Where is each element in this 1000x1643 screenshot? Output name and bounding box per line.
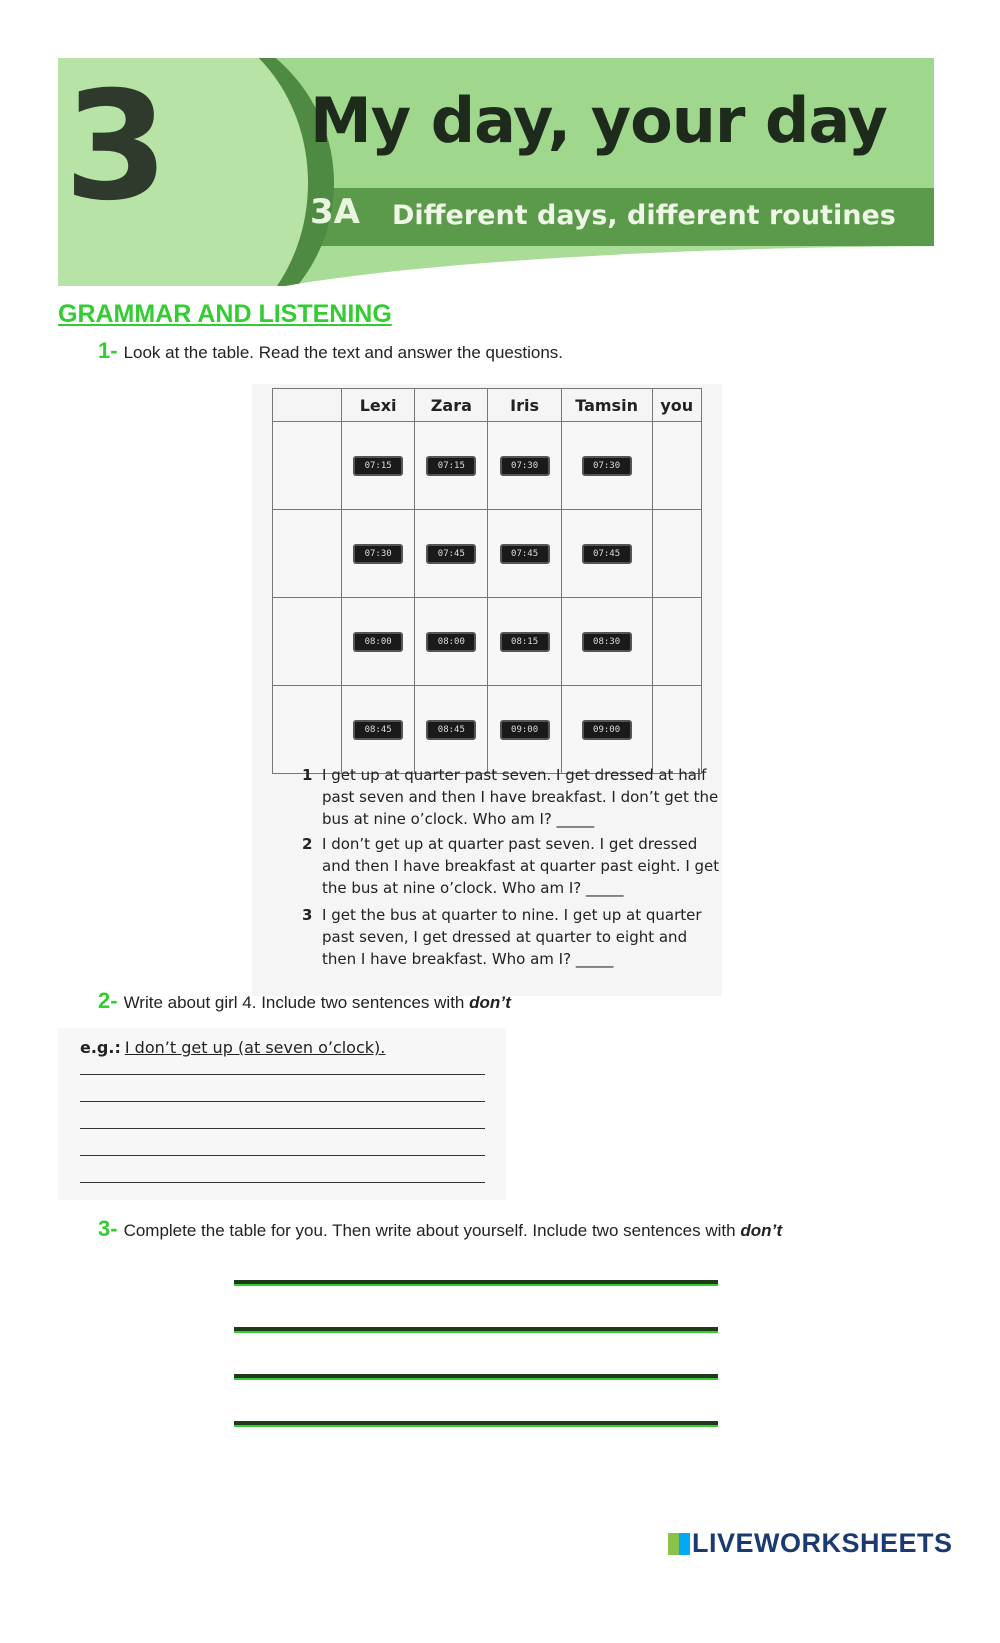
bus-photo xyxy=(273,686,342,774)
table-row xyxy=(273,510,702,598)
schedule-table xyxy=(272,388,702,774)
corner-cell xyxy=(273,389,342,422)
exercise-number: 2 xyxy=(302,835,313,853)
unit-banner xyxy=(58,58,934,286)
time-cell xyxy=(561,422,652,510)
clock-icon: 08:30 xyxy=(582,632,632,652)
column-header: Zara xyxy=(415,389,488,422)
you-cell[interactable] xyxy=(652,598,702,686)
clock-icon: 08:45 xyxy=(426,720,476,740)
answer-input-line[interactable] xyxy=(234,1374,718,1380)
answer-line[interactable] xyxy=(80,1101,485,1102)
you-cell[interactable] xyxy=(652,510,702,598)
clock-icon: 07:15 xyxy=(353,456,403,476)
time-cell xyxy=(415,510,488,598)
column-header: you xyxy=(652,389,702,422)
question-2-emphasis: don’t xyxy=(469,993,511,1012)
clock-icon: 08:00 xyxy=(353,632,403,652)
table-row xyxy=(273,598,702,686)
get-up-photo xyxy=(273,422,342,510)
column-header: Tamsin xyxy=(561,389,652,422)
time-cell xyxy=(488,686,561,774)
question-2-number: 2- xyxy=(98,988,118,1013)
time-cell xyxy=(415,422,488,510)
exercise-item xyxy=(302,764,722,830)
exercise-item xyxy=(302,904,722,970)
clock-icon: 07:15 xyxy=(426,456,476,476)
time-cell xyxy=(561,686,652,774)
table-row xyxy=(273,686,702,774)
writing-area-q2 xyxy=(58,1028,506,1200)
clock-icon: 07:45 xyxy=(500,544,550,564)
question-3-number: 3- xyxy=(98,1216,118,1241)
time-cell xyxy=(488,510,561,598)
column-header: Iris xyxy=(488,389,561,422)
clock-icon: 07:30 xyxy=(353,544,403,564)
you-cell[interactable] xyxy=(652,686,702,774)
exercise-number: 3 xyxy=(302,906,313,924)
clock-icon: 07:45 xyxy=(426,544,476,564)
answer-line[interactable] xyxy=(80,1155,485,1156)
table-row xyxy=(273,422,702,510)
time-cell xyxy=(415,686,488,774)
clock-icon: 09:00 xyxy=(500,720,550,740)
time-cell xyxy=(415,598,488,686)
lesson-subtitle: Different days, different routines xyxy=(392,200,896,231)
brand-text: LIVEWORKSHEETS xyxy=(692,1528,953,1558)
exercise-text: I get up at quarter past seven. I get dressed at half past seven and then I have breakfast. I don’t get the bus at nine o’clock. Who am I? _____ xyxy=(322,766,719,828)
example-answer: I don’t get up (at seven o’clock). xyxy=(124,1038,386,1057)
clock-icon: 09:00 xyxy=(582,720,632,740)
question-3-emphasis: don’t xyxy=(740,1221,783,1240)
exercise-text: I get the bus at quarter to nine. I get up at quarter past seven, I get dressed at quarter to eight and then I have breakfast. Who am I? _____ xyxy=(322,906,702,968)
time-cell xyxy=(342,686,415,774)
answer-line[interactable] xyxy=(80,1182,485,1183)
time-cell xyxy=(488,598,561,686)
clock-icon: 08:45 xyxy=(353,720,403,740)
time-cell xyxy=(561,510,652,598)
clock-icon: 08:15 xyxy=(500,632,550,652)
unit-title: My day, your day xyxy=(310,84,887,157)
clock-icon: 07:30 xyxy=(500,456,550,476)
question-1 xyxy=(98,338,563,364)
answer-input-line[interactable] xyxy=(234,1327,718,1333)
time-cell xyxy=(342,598,415,686)
you-cell[interactable] xyxy=(652,422,702,510)
example-label: e.g.: xyxy=(80,1038,121,1057)
time-cell xyxy=(342,422,415,510)
time-cell xyxy=(488,422,561,510)
get-dressed-photo xyxy=(273,510,342,598)
exercise-text: I don’t get up at quarter past seven. I get dressed and then I have breakfast at quarter past eight. I get the bus at nine o’clock. Who am I? _____ xyxy=(322,835,720,897)
question-3 xyxy=(98,1216,782,1242)
question-1-number: 1- xyxy=(98,338,118,363)
question-2 xyxy=(98,988,511,1014)
unit-number: 3 xyxy=(64,60,169,234)
question-1-text: Look at the table. Read the text and answer the questions. xyxy=(123,343,564,362)
time-cell xyxy=(342,510,415,598)
column-header: Lexi xyxy=(342,389,415,422)
answer-input-line[interactable] xyxy=(234,1280,718,1286)
schedule-header-row xyxy=(273,389,702,422)
answer-input-line[interactable] xyxy=(234,1421,718,1427)
time-cell xyxy=(561,598,652,686)
brand-mark-icon xyxy=(668,1533,690,1555)
clock-icon: 07:30 xyxy=(582,456,632,476)
clock-icon: 07:45 xyxy=(582,544,632,564)
answer-line[interactable] xyxy=(80,1074,485,1075)
lesson-code: 3A xyxy=(310,192,360,232)
example-sentence xyxy=(80,1038,385,1057)
question-2-text: Write about girl 4. Include two sentences with xyxy=(123,993,470,1012)
exercise-number: 1 xyxy=(302,766,313,784)
exercise-item xyxy=(302,833,722,899)
breakfast-photo xyxy=(273,598,342,686)
question-3-text: Complete the table for you. Then write about yourself. Include two sentences with xyxy=(123,1221,741,1240)
liveworksheets-logo xyxy=(668,1528,953,1559)
clock-icon: 08:00 xyxy=(426,632,476,652)
answer-line[interactable] xyxy=(80,1128,485,1129)
section-heading: GRAMMAR AND LISTENING xyxy=(58,300,392,328)
